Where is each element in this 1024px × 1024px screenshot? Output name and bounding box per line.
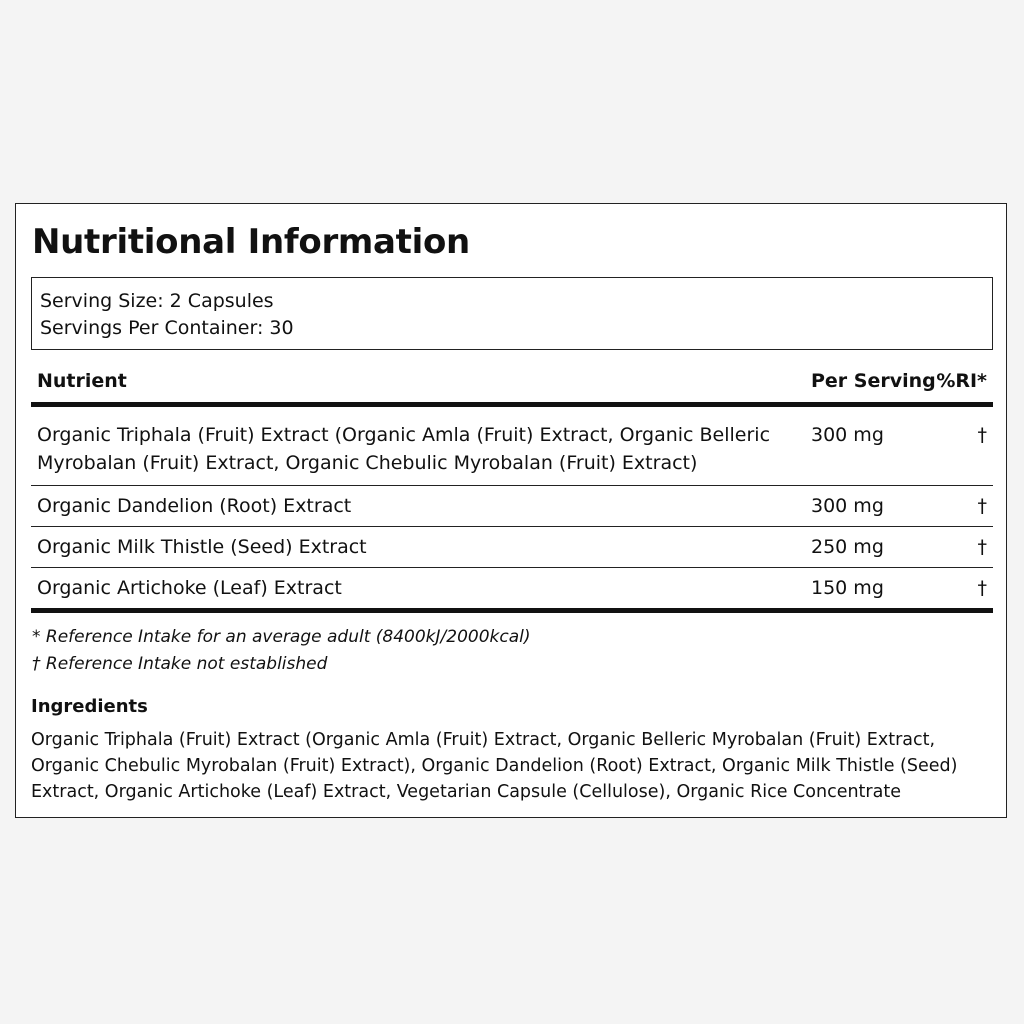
footnote-not-established: † Reference Intake not established (32, 654, 328, 674)
servings-per-container: Servings Per Container: 30 (40, 317, 294, 339)
ingredients-heading: Ingredients (31, 696, 148, 717)
nutrient-amount: 300 mg (811, 495, 884, 517)
nutrient-amount: 150 mg (811, 577, 884, 599)
nutrient-amount: 300 mg (811, 424, 884, 446)
nutrient-table (31, 364, 993, 613)
header-per-serving: Per Serving (811, 370, 936, 392)
nutrient-ri: † (977, 495, 987, 517)
serving-size: Serving Size: 2 Capsules (40, 290, 274, 312)
table-row (31, 486, 993, 527)
nutrient-amount: 250 mg (811, 536, 884, 558)
table-row (31, 527, 993, 568)
nutrient-ri: † (977, 577, 987, 599)
nutrient-name: Organic Triphala (Fruit) Extract (Organic Amla (Fruit) Extract, Organic Belleric Myrobalan (Fruit) Extract, Organic Chebulic Myrobalan (Fruit) Extract) (37, 424, 771, 474)
footnote-reference-intake: * Reference Intake for an average adult (8400kJ/2000kcal) (32, 627, 531, 647)
header-nutrient: Nutrient (37, 370, 127, 392)
table-header (31, 364, 993, 407)
panel-title: Nutritional Information (32, 222, 470, 262)
serving-info-box (31, 277, 993, 350)
table-row (31, 568, 993, 613)
nutrient-name: Organic Artichoke (Leaf) Extract (37, 577, 342, 599)
footnotes (32, 624, 531, 678)
nutrient-ri: † (977, 536, 987, 558)
nutrient-name: Organic Milk Thistle (Seed) Extract (37, 536, 367, 558)
ingredients-list: Organic Triphala (Fruit) Extract (Organic Amla (Fruit) Extract, Organic Belleric Myrobalan (Fruit) Extract, Organic Chebulic Myrobalan (Fruit) Extract), Organic Dandelion (Root) Extract, Organic Milk Thistle (Seed) Extract, Organic Artichoke (Leaf) Extract, Vegetarian Capsule (Cellulose), Organic Rice Concentrate (31, 730, 958, 802)
table-row (31, 407, 993, 486)
nutrient-ri: † (977, 424, 987, 446)
header-ri: %RI* (936, 370, 987, 392)
nutrition-panel (15, 203, 1007, 818)
nutrient-name: Organic Dandelion (Root) Extract (37, 495, 352, 517)
